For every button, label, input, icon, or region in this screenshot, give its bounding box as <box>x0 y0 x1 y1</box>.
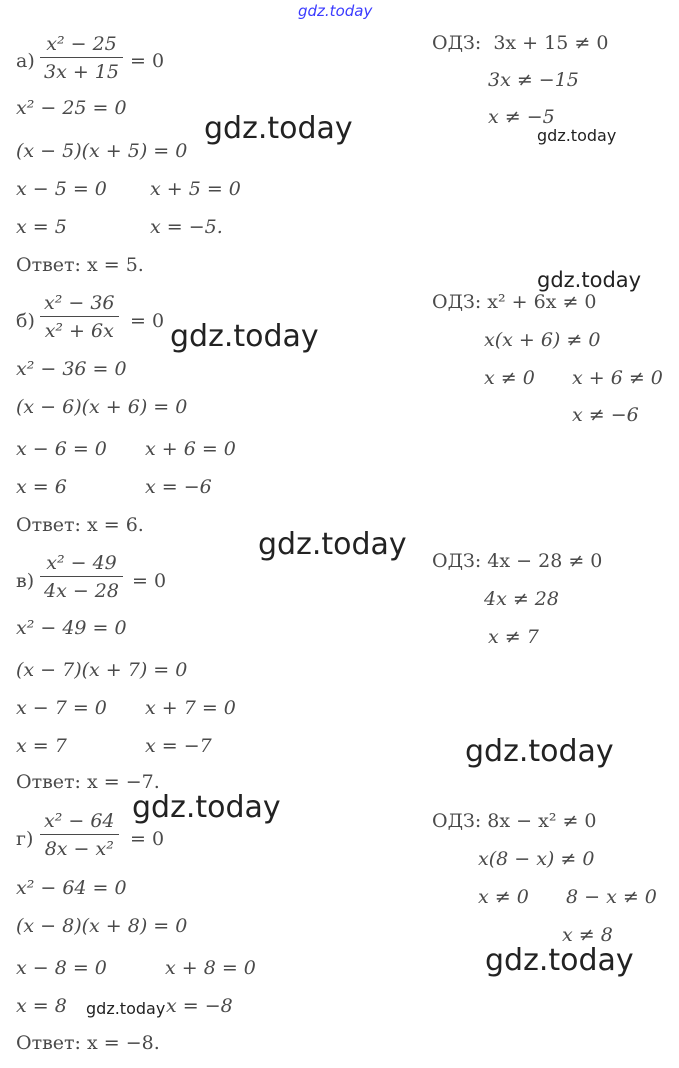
problem-d-step-4b: x = −8 <box>166 995 233 1017</box>
problem-a-step-3b: x + 5 = 0 <box>150 178 241 200</box>
watermark-top: gdz.today <box>298 2 373 20</box>
watermark: gdz.today <box>465 734 614 769</box>
problem-d-odz-3b: 8 − x ≠ 0 <box>566 886 657 908</box>
problem-b-odz-4: x ≠ −6 <box>572 404 639 426</box>
problem-b-label: б) <box>16 310 35 332</box>
problem-a-odz-1: ОДЗ: 3x + 15 ≠ 0 <box>432 32 609 54</box>
problem-a-odz-2: 3x ≠ −15 <box>488 69 579 91</box>
watermark: gdz.today <box>170 319 319 354</box>
problem-c-odz-3: x ≠ 7 <box>488 626 539 648</box>
problem-d-odz-3a: x ≠ 0 <box>478 886 529 908</box>
problem-b-numerator: x² − 36 <box>40 292 119 317</box>
problem-a-numerator: x² − 25 <box>40 33 123 58</box>
problem-b-odz-3b: x + 6 ≠ 0 <box>572 367 663 389</box>
problem-d-odz-4: x ≠ 8 <box>562 924 613 946</box>
problem-a-step-4a: x = 5 <box>16 216 67 238</box>
problem-c-step-4b: x = −7 <box>145 735 212 757</box>
problem-b-eq-tail: = 0 <box>130 310 165 332</box>
problem-a-step-2: (x − 5)(x + 5) = 0 <box>16 140 188 162</box>
problem-d-label: г) <box>16 828 34 850</box>
problem-b-step-3a: x − 6 = 0 <box>16 438 107 460</box>
problem-c-odz-2: 4x ≠ 28 <box>484 588 559 610</box>
problem-b-fraction <box>40 292 119 342</box>
problem-d-step-2: (x − 8)(x + 8) = 0 <box>16 915 188 937</box>
watermark: gdz.today <box>537 126 617 145</box>
watermark: gdz.today <box>86 999 166 1018</box>
watermark: gdz.today <box>485 943 634 978</box>
problem-c-step-1: x² − 49 = 0 <box>16 617 127 639</box>
problem-c-answer: Ответ: x = −7. <box>16 771 160 793</box>
problem-c-label: в) <box>16 570 35 592</box>
problem-d-answer: Ответ: x = −8. <box>16 1032 160 1054</box>
problem-c-denominator: 4x − 28 <box>44 580 119 602</box>
problem-b-step-1: x² − 36 = 0 <box>16 358 127 380</box>
problem-b-odz-3a: x ≠ 0 <box>484 367 535 389</box>
problem-c-odz-1: ОДЗ: 4x − 28 ≠ 0 <box>432 550 603 572</box>
problem-a-eq-tail: = 0 <box>130 50 165 72</box>
problem-a-odz-3: x ≠ −5 <box>488 106 555 128</box>
watermark: gdz.today <box>258 527 407 562</box>
problem-a-step-4b: x = −5. <box>150 216 223 238</box>
problem-a-step-3a: x − 5 = 0 <box>16 178 107 200</box>
problem-c-step-4a: x = 7 <box>16 735 67 757</box>
problem-d-numerator: x² − 64 <box>40 810 119 835</box>
problem-b-denominator: x² + 6x <box>44 320 114 342</box>
watermark: gdz.today <box>204 111 353 146</box>
problem-b-odz-2: x(x + 6) ≠ 0 <box>484 329 601 351</box>
problem-c-step-3b: x + 7 = 0 <box>145 697 236 719</box>
problem-d-step-4a: x = 8 <box>16 995 67 1017</box>
problem-c-step-2: (x − 7)(x + 7) = 0 <box>16 659 188 681</box>
problem-c-eq-tail: = 0 <box>132 570 167 592</box>
problem-d-odz-2: x(8 − x) ≠ 0 <box>478 848 595 870</box>
problem-c-numerator: x² − 49 <box>40 552 123 577</box>
problem-a-answer: Ответ: x = 5. <box>16 254 144 276</box>
problem-d-step-1: x² − 64 = 0 <box>16 877 127 899</box>
problem-d-step-3a: x − 8 = 0 <box>16 957 107 979</box>
problem-d-step-3b: x + 8 = 0 <box>165 957 256 979</box>
watermark: gdz.today <box>537 268 642 292</box>
problem-a-step-1: x² − 25 = 0 <box>16 97 127 119</box>
problem-a-denominator: 3x + 15 <box>44 61 119 83</box>
problem-a-label: а) <box>16 50 35 72</box>
problem-c-step-3a: x − 7 = 0 <box>16 697 107 719</box>
problem-d-fraction <box>40 810 119 860</box>
problem-b-step-4b: x = −6 <box>145 476 212 498</box>
problem-b-step-3b: x + 6 = 0 <box>145 438 236 460</box>
problem-b-odz-1: ОДЗ: x² + 6x ≠ 0 <box>432 291 597 313</box>
problem-d-denominator: 8x − x² <box>44 838 114 860</box>
problem-b-answer: Ответ: x = 6. <box>16 514 144 536</box>
problem-a-fraction <box>40 33 123 83</box>
problem-d-odz-1: ОДЗ: 8x − x² ≠ 0 <box>432 810 597 832</box>
problem-d-eq-tail: = 0 <box>130 828 165 850</box>
problem-b-step-4a: x = 6 <box>16 476 67 498</box>
watermark: gdz.today <box>132 790 281 825</box>
problem-b-step-2: (x − 6)(x + 6) = 0 <box>16 396 188 418</box>
problem-c-fraction <box>40 552 123 602</box>
